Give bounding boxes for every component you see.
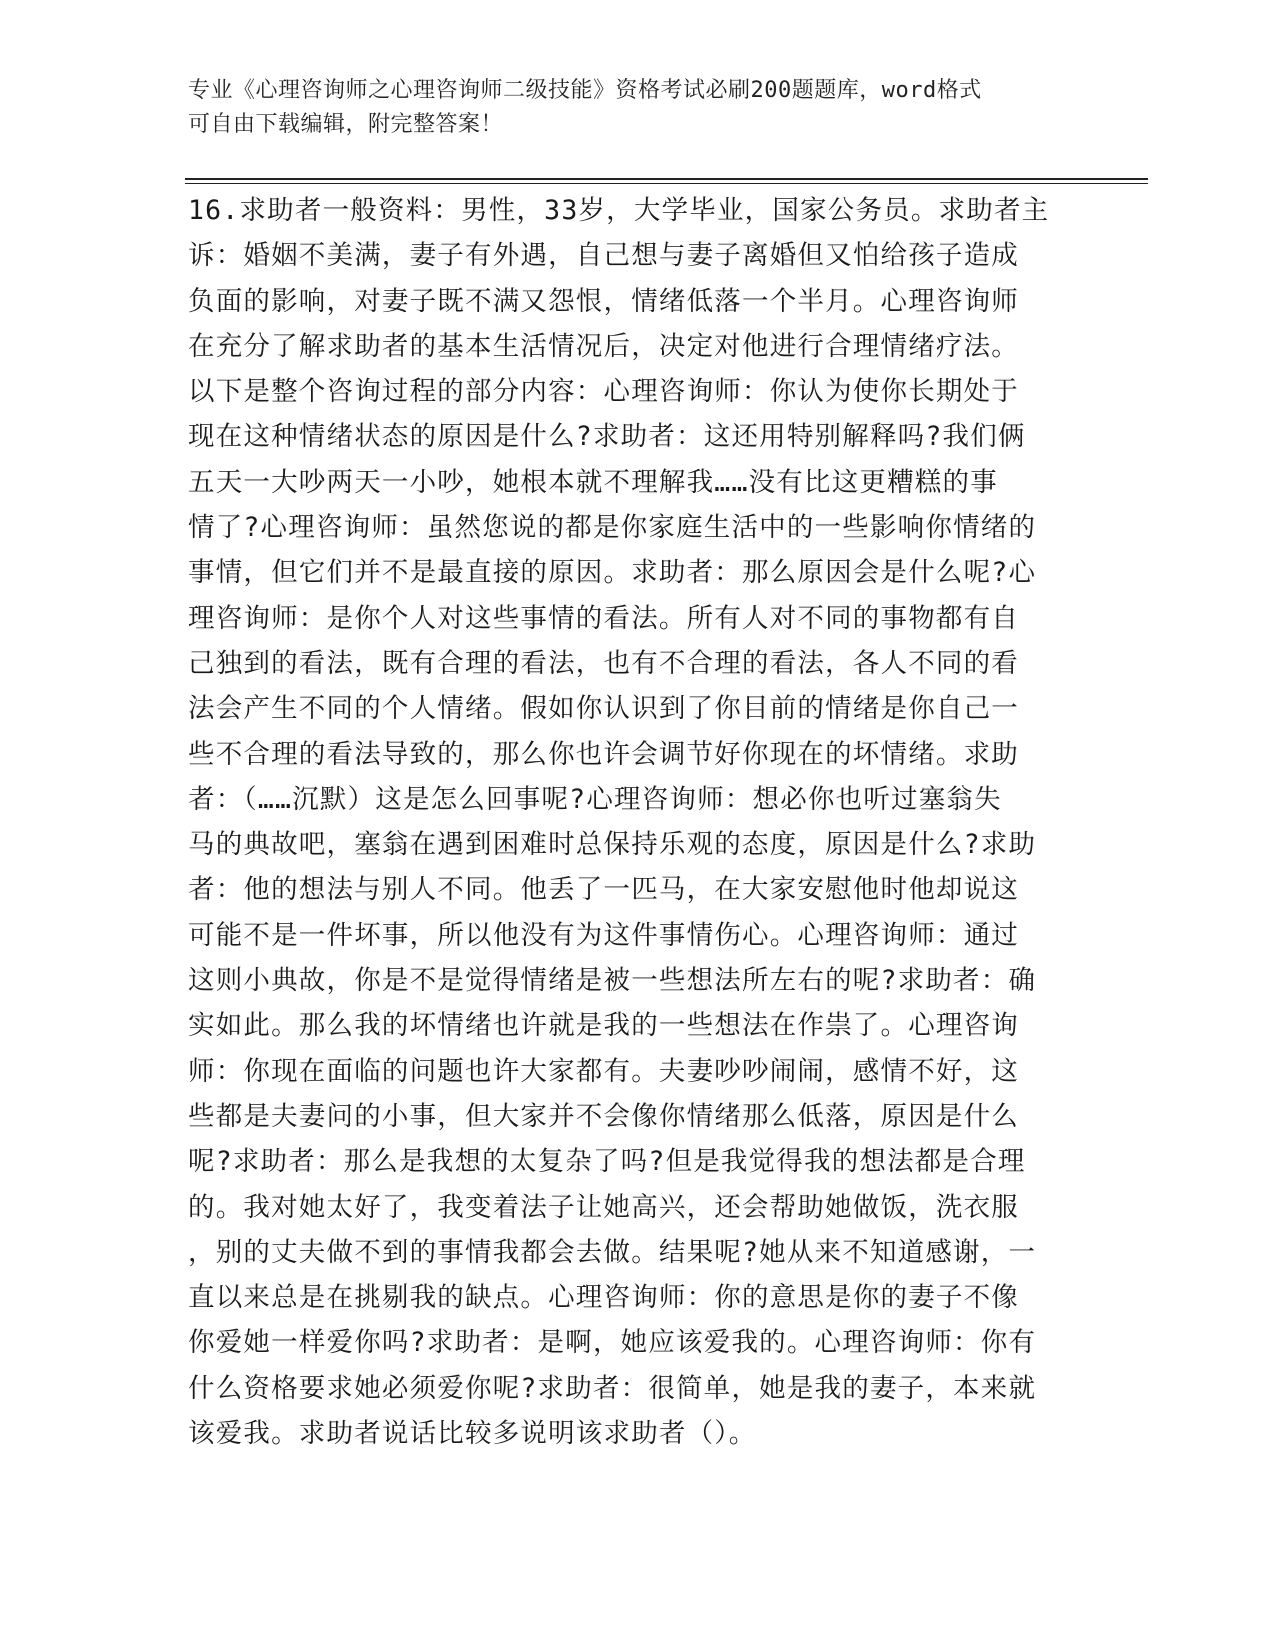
question-line: 以下是整个咨询过程的部分内容：心理咨询师：你认为使你长期处于 [188,376,1019,408]
question-line: 负面的影响，对妻子既不满又怨恨，情绪低落一个半月。心理咨询师 [188,285,1019,317]
question-line: 实如此。那么我的坏情绪也许就是我的一些想法在作祟了。心理咨询 [188,1010,1019,1042]
question-line: 的。我对她太好了，我变着法子让她高兴，还会帮助她做饭，洗衣服 [188,1191,1019,1223]
question-line: 可能不是一件坏事，所以他没有为这件事情伤心。心理咨询师：通过 [188,919,1019,951]
header-line-1: 专业《心理咨询师之心理咨询师二级技能》资格考试必刷200题题库，word格式 [188,78,982,103]
question-line: 法会产生不同的个人情绪。假如你认识到了你目前的情绪是你自己一 [188,693,1019,725]
question-line: 者：（……沉默）这是怎么回事呢?心理咨询师：想必你也听过塞翁失 [188,783,1002,815]
question-16 [188,188,1068,1456]
header-line-2: 可自由下载编辑，附完整答案！ [188,112,504,137]
question-line: 情了?心理咨询师：虽然您说的都是你家庭生活中的一些影响你情绪的 [188,512,1037,544]
question-line: 在充分了解求助者的基本生活情况后，决定对他进行合理情绪疗法。 [188,330,1019,362]
question-line: 该爱我。求助者说话比较多说明该求助者（）。 [188,1418,757,1450]
question-line: 些都是夫妻问的小事，但大家并不会像你情绪那么低落，原因是什么 [188,1100,1019,1132]
question-line: ，别的丈夫做不到的事情我都会去做。结果呢?她从来不知道感谢，一 [188,1236,1037,1268]
question-line: 直以来总是在挑剔我的缺点。心理咨询师：你的意思是你的妻子不像 [188,1282,1019,1314]
question-line: 理咨询师：是你个人对这些事情的看法。所有人对不同的事物都有自 [188,602,1019,634]
question-line: 五天一大吵两天一小吵，她根本就不理解我……没有比这更糟糕的事 [188,466,998,498]
question-line: 些不合理的看法导致的，那么你也许会调节好你现在的坏情绪。求助 [188,738,1019,770]
question-line: 什么资格要求她必须爱你呢?求助者：很简单，她是我的妻子，本来就 [188,1372,1037,1404]
question-line: 者：他的想法与别人不同。他丢了一匹马，在大家安慰他时他却说这 [188,874,1019,906]
question-line: 现在这种情绪状态的原因是什么?求助者：这还用特别解释吗?我们俩 [188,421,1026,453]
question-line: 师：你现在面临的问题也许大家都有。夫妻吵吵闹闹，感情不好，这 [188,1055,1019,1087]
question-line: 呢?求助者：那么是我想的太复杂了吗?但是我觉得我的想法都是合理 [188,1146,1026,1178]
question-line: 诉：婚姻不美满，妻子有外遇，自己想与妻子离婚但又怕给孩子造成 [188,240,1019,272]
question-line: 马的典故吧，塞翁在遇到困难时总保持乐观的态度，原因是什么?求助 [188,829,1037,861]
header-divider-thick [185,178,1148,180]
question-line: 你爱她一样爱你吗?求助者：是啊，她应该爱我的。心理咨询师：你有 [188,1327,1037,1359]
question-line: 这则小典故，你是不是觉得情绪是被一些想法所左右的呢?求助者：确 [188,965,1037,997]
question-line: 16.求助者一般资料：男性，33岁，大学毕业，国家公务员。求助者主 [188,195,1050,226]
page-header [188,74,1058,142]
question-line: 己独到的看法，既有合理的看法，也有不合理的看法，各人不同的看 [188,647,1019,679]
question-line: 事情，但它们并不是最直接的原因。求助者：那么原因会是什么呢?心 [188,557,1037,589]
header-divider-thin [185,183,1148,184]
